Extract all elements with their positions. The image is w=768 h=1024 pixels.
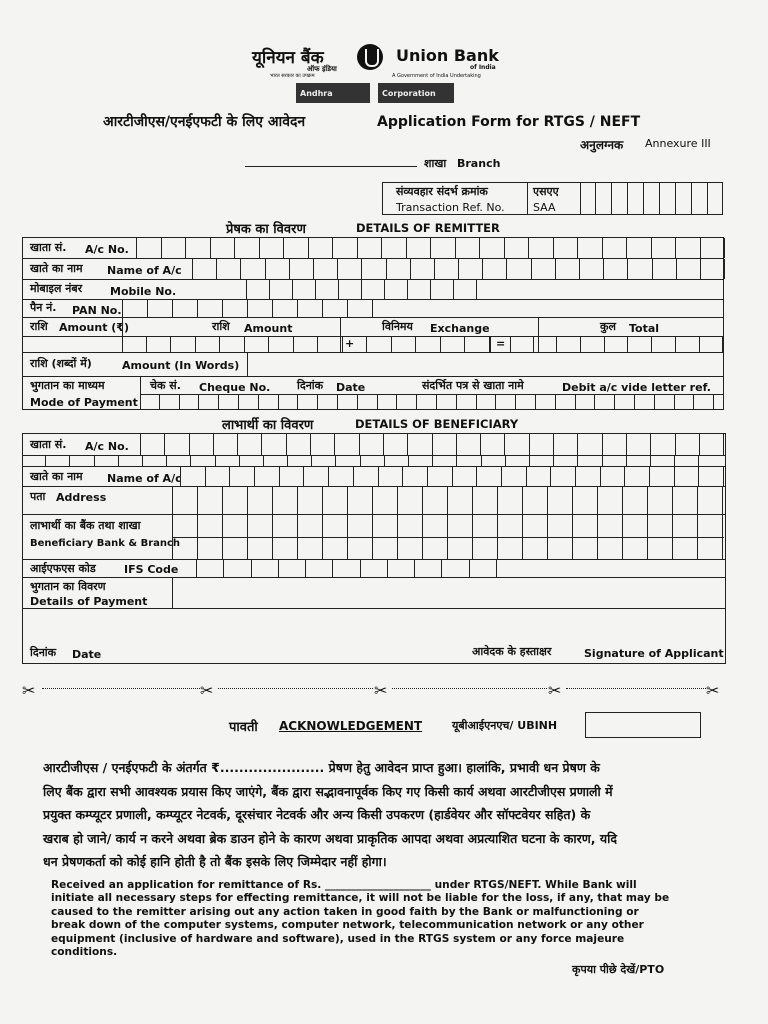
bank-name-english: Union Bank (396, 46, 499, 65)
plus-sign: + (345, 337, 355, 350)
remitter-mobile-cells[interactable] (246, 280, 477, 299)
remitter-amount-english: Amount (₹) (59, 321, 129, 334)
ben-spacer-cells (22, 456, 724, 466)
ben-details-hindi: भुगतान का विवरण (30, 580, 106, 593)
amount-in-words-field[interactable] (248, 353, 723, 375)
total-hindi: कुल (600, 320, 616, 333)
ben-address-hindi: पता (30, 490, 46, 503)
tagline-hindi: भारत सरकार का उपक्रम (270, 73, 315, 79)
title-hindi: आरटीजीएस/एनईएफटी के लिए आवेदन (103, 114, 306, 130)
sign-english: Signature of Applicant (584, 647, 724, 660)
total-english: Total (629, 322, 660, 335)
ben-details-english: Details of Payment (30, 595, 148, 608)
remitter-mobile-hindi: मोबाइल नंबर (30, 282, 83, 295)
date-english: Date (336, 381, 366, 394)
transaction-label-english: Transaction Ref. No. (396, 201, 505, 214)
pto-label: कृपया पीछे देखें/PTO (572, 963, 665, 976)
amount-cells[interactable] (122, 337, 490, 352)
total-cells[interactable] (510, 337, 724, 352)
bank-name-hindi: यूनियन बैंक (252, 48, 324, 68)
scissors-icon: ✂ (706, 681, 720, 700)
ben-date-english: Date (72, 648, 102, 661)
cheque-hindi: चेक सं. (150, 379, 181, 392)
ben-acno-english: A/c No. (85, 440, 129, 453)
remitter-mobile-english: Mobile No. (110, 285, 177, 298)
remitter-heading-english: DETAILS OF REMITTER (356, 221, 500, 235)
saa-english: SAA (533, 201, 556, 214)
ack-hindi-text: आरटीजीएस / एनईएफटी के अंतर्गत ₹...................... प्रेषण हेतु आवेदन प्राप्त हुआ। हालांकि, प्रभावी धन प्रेषण के लिए बैंक द्वारा सभी आवश्यक प्रयास किए जाएंगे, बैंक द्वारा सद्भावनापूर्वक किए गए किसी कार्य अथवा आरटीजीएस प्रणाली में प्रयुक्त कम्प्यूटर प्रणाली, कम्प्यूटर नेटवर्क, दूरसंचार नेटवर्क और अन्य किसी उपकरण (हार्डवेयर और सॉफ्टवेयर सहित) के खराब हो जाने/ कार्य न करने अथवा ब्रेक डाउन होने के कारण अथवा प्राकृतिक आपदा अथवा अप्रत्याशित घटना के कारण, यदि धन प्रेषणकर्ता को कोई हानि होती है तो बैंक इसके लिए जिम्मेदार नहीं होगा। (43, 760, 617, 869)
remitter-heading-hindi: प्रेषक का विवरण (226, 222, 306, 237)
ben-name-hindi: खाते का नाम (30, 470, 83, 483)
ack-heading-hindi: पावती (229, 720, 258, 735)
amount2-hindi: राशि (212, 320, 230, 333)
ack-heading-english: ACKNOWLEDGEMENT (279, 719, 423, 733)
remitter-acno-english: A/c No. (85, 243, 129, 256)
ben-address-english: Address (56, 491, 107, 504)
ubinh-field[interactable] (585, 712, 701, 738)
annexure-english: Annexure III (645, 137, 711, 150)
ben-ifs-cells[interactable] (196, 560, 497, 577)
saa-hindi: एसएए (533, 185, 559, 198)
remitter-pan-hindi: पैन नं. (30, 301, 57, 314)
remitter-name-cells[interactable] (192, 259, 725, 279)
tagline-english: A Government of India Undertaking (392, 73, 481, 79)
scissors-icon: ✂ (374, 681, 388, 700)
ben-name-cells[interactable] (180, 467, 725, 486)
mode-english: Mode of Payment (30, 396, 138, 409)
scissors-icon: ✂ (200, 681, 214, 700)
ben-name-english: Name of A/c (107, 472, 182, 485)
remitter-amount-hindi: राशि (30, 320, 48, 333)
remitter-name-english: Name of A/c (107, 264, 182, 277)
ben-ifs-english: IFS Code (124, 563, 179, 576)
ben-ifs-hindi: आईएफएस कोड (30, 562, 96, 575)
annexure-hindi: अनुलग्नक (580, 138, 624, 152)
branch-hindi: शाखा (424, 157, 447, 170)
words-english: Amount (In Words) (122, 359, 240, 372)
ben-acno-cells[interactable] (140, 434, 725, 455)
transaction-label-hindi: संव्यवहार संदर्भ क्रमांक (396, 185, 488, 198)
ben-acno-hindi: खाता सं. (30, 438, 67, 451)
ben-bank-english: Beneficiary Bank & Branch (30, 538, 181, 549)
andhra-logo: Andhra (296, 83, 370, 103)
transaction-ref-cells[interactable] (580, 183, 723, 214)
remitter-pan-cells[interactable] (122, 300, 373, 317)
ubinh-label: यूबीआईएनएच/ UBINH (452, 719, 558, 732)
beneficiary-heading-hindi: लाभार्थी का विवरण (222, 418, 314, 433)
equals-sign: = (496, 337, 506, 350)
mode-cells[interactable] (140, 395, 724, 410)
remitter-acno-cells[interactable] (136, 238, 725, 258)
remitter-acno-hindi: खाता सं. (30, 241, 67, 254)
date-hindi: दिनांक (297, 379, 324, 392)
mode-hindi: भुगतान का माध्यम (30, 379, 105, 392)
bank-subtitle-hindi: ऑफ इंडिया (307, 65, 337, 73)
branch-line[interactable] (245, 166, 417, 167)
payment-details-field[interactable] (173, 578, 723, 607)
exchange-hindi: विनिमय (382, 320, 413, 333)
ben-bank-hindi: लाभार्थी का बैंक तथा शाखा (30, 519, 141, 532)
title-english: Application Form for RTGS / NEFT (377, 114, 641, 130)
ben-bank-cells[interactable] (172, 515, 725, 559)
union-bank-logo-icon (357, 44, 383, 70)
cheque-english: Cheque No. (199, 381, 271, 394)
corporation-logo: Corporation (378, 83, 454, 103)
scissors-icon: ✂ (548, 681, 562, 700)
beneficiary-heading-english: DETAILS OF BENEFICIARY (355, 417, 519, 431)
branch-english: Branch (457, 157, 501, 170)
sign-hindi: आवेदक के हस्ताक्षर (472, 645, 552, 658)
ben-date-hindi: दिनांक (30, 646, 57, 659)
remitter-pan-english: PAN No. (72, 304, 122, 317)
scissors-icon: ✂ (22, 681, 36, 700)
remitter-name-hindi: खाते का नाम (30, 262, 83, 275)
words-hindi: राशि (शब्दों में) (30, 357, 92, 370)
ben-address-cells[interactable] (172, 487, 725, 514)
amount2-english: Amount (244, 322, 293, 335)
debit-english: Debit a/c vide letter ref. (562, 381, 711, 394)
bank-of-india: of India (470, 64, 496, 71)
ack-english-text: Received an application for remittance of Rs. ____________________ under RTGS/NEFT. While Bank will initiate all necessary steps for effecting remittance, it will not be liable for the loss, if any, that may be caused to the remitter arising out any action taken in good faith by the Bank or malfunctioning or break down of the computer systems, computer network, telecommunication network or any other equipment (inclusive of hardware and software), used in the RTGS system or any force majeure conditions. (51, 879, 670, 959)
exchange-english: Exchange (430, 322, 490, 335)
debit-hindi: संदर्भित पत्र से खाता नामे (422, 379, 524, 392)
